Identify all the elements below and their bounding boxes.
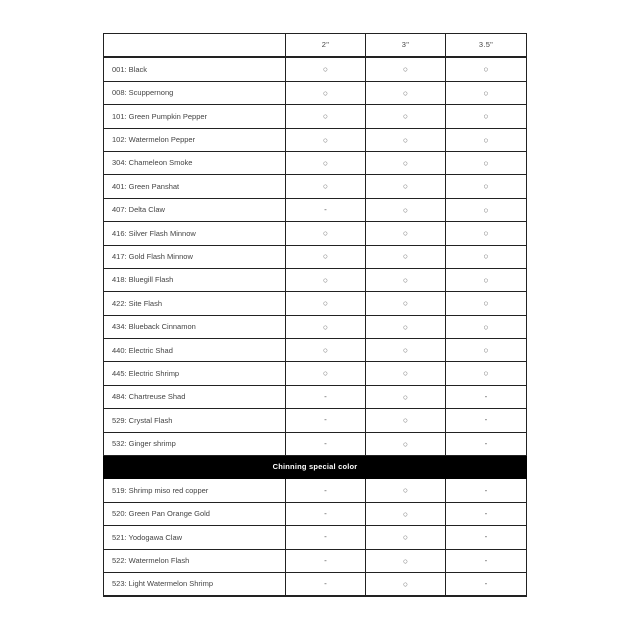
availability-cell: ○ xyxy=(366,222,446,245)
color-name-cell: 521: Yodogawa Claw xyxy=(104,526,286,549)
availability-cell: ○ xyxy=(366,57,446,81)
availability-cell: ○ xyxy=(446,292,527,315)
table-row xyxy=(104,572,527,596)
availability-cell: ○ xyxy=(366,292,446,315)
availability-cell: - xyxy=(446,502,527,525)
availability-cell: ○ xyxy=(366,432,446,455)
availability-cell: - xyxy=(286,502,366,525)
table-row xyxy=(104,432,527,455)
table-row xyxy=(104,315,527,338)
availability-cell: ○ xyxy=(366,81,446,104)
availability-cell: - xyxy=(286,409,366,432)
availability-cell: ○ xyxy=(286,175,366,198)
table-row xyxy=(104,268,527,291)
availability-cell: ○ xyxy=(366,268,446,291)
table-row xyxy=(104,385,527,408)
availability-cell: ○ xyxy=(286,81,366,104)
table-row xyxy=(104,502,527,525)
color-name-cell: 304: Chameleon Smoke xyxy=(104,151,286,174)
size-header-3-5in: 3.5" xyxy=(446,34,527,58)
table-row xyxy=(104,175,527,198)
availability-cell: - xyxy=(446,479,527,502)
availability-cell: ○ xyxy=(286,151,366,174)
availability-cell: ○ xyxy=(366,128,446,151)
table-row xyxy=(104,151,527,174)
availability-cell: ○ xyxy=(446,339,527,362)
availability-cell: ○ xyxy=(366,198,446,221)
table-row xyxy=(104,292,527,315)
availability-cell: ○ xyxy=(286,57,366,81)
availability-cell: ○ xyxy=(366,175,446,198)
availability-cell: ○ xyxy=(446,222,527,245)
table-row xyxy=(104,339,527,362)
availability-cell: ○ xyxy=(286,222,366,245)
size-header-2in: 2" xyxy=(286,34,366,58)
availability-cell: - xyxy=(286,432,366,455)
table-row xyxy=(104,198,527,221)
color-name-cell: 484: Chartreuse Shad xyxy=(104,385,286,408)
availability-cell: ○ xyxy=(286,339,366,362)
color-name-cell: 401: Green Panshat xyxy=(104,175,286,198)
availability-cell: ○ xyxy=(286,315,366,338)
color-name-cell: 519: Shrimp miso red copper xyxy=(104,479,286,502)
color-name-cell: 416: Silver Flash Minnow xyxy=(104,222,286,245)
availability-cell: - xyxy=(446,409,527,432)
availability-cell: - xyxy=(286,572,366,596)
availability-cell: ○ xyxy=(446,57,527,81)
availability-cell: ○ xyxy=(446,81,527,104)
availability-cell: - xyxy=(446,572,527,596)
availability-cell: ○ xyxy=(366,549,446,572)
availability-cell: ○ xyxy=(366,362,446,385)
color-name-cell: 417: Gold Flash Minnow xyxy=(104,245,286,268)
availability-cell: ○ xyxy=(286,268,366,291)
table-row xyxy=(104,222,527,245)
table-row xyxy=(104,128,527,151)
color-name-cell: 529: Crystal Flash xyxy=(104,409,286,432)
availability-cell: - xyxy=(446,385,527,408)
color-name-cell: 532: Ginger shrimp xyxy=(104,432,286,455)
availability-cell: ○ xyxy=(446,362,527,385)
table-row xyxy=(104,245,527,268)
availability-cell: ○ xyxy=(366,526,446,549)
color-name-cell: 422: Site Flash xyxy=(104,292,286,315)
availability-cell: ○ xyxy=(366,315,446,338)
color-name-cell: 101: Green Pumpkin Pepper xyxy=(104,105,286,128)
availability-cell: - xyxy=(446,432,527,455)
color-name-cell: 001: Black xyxy=(104,57,286,81)
availability-cell: - xyxy=(286,549,366,572)
availability-table xyxy=(103,33,527,597)
table-row xyxy=(104,549,527,572)
availability-cell: ○ xyxy=(366,151,446,174)
availability-cell: ○ xyxy=(366,479,446,502)
availability-cell: ○ xyxy=(446,198,527,221)
availability-cell: - xyxy=(286,385,366,408)
color-name-cell: 520: Green Pan Orange Gold xyxy=(104,502,286,525)
availability-cell: - xyxy=(446,526,527,549)
availability-cell: ○ xyxy=(446,128,527,151)
color-name-cell: 418: Bluegill Flash xyxy=(104,268,286,291)
color-name-cell: 407: Delta Claw xyxy=(104,198,286,221)
availability-cell: - xyxy=(286,526,366,549)
availability-cell: ○ xyxy=(286,105,366,128)
availability-cell: ○ xyxy=(286,128,366,151)
color-name-cell: 523: Light Watermelon Shrimp xyxy=(104,572,286,596)
availability-cell: ○ xyxy=(446,175,527,198)
size-header-3in: 3" xyxy=(366,34,446,58)
color-name-cell: 102: Watermelon Pepper xyxy=(104,128,286,151)
table-row xyxy=(104,526,527,549)
availability-cell: - xyxy=(286,198,366,221)
availability-cell: ○ xyxy=(366,572,446,596)
color-name-cell: 440: Electric Shad xyxy=(104,339,286,362)
availability-cell: ○ xyxy=(446,245,527,268)
table-row xyxy=(104,81,527,104)
table-row xyxy=(104,409,527,432)
availability-cell: ○ xyxy=(446,315,527,338)
corner-cell xyxy=(104,34,286,58)
table-body xyxy=(104,57,527,596)
section-header-row xyxy=(104,456,527,479)
color-name-cell: 445: Electric Shrimp xyxy=(104,362,286,385)
availability-cell: - xyxy=(446,549,527,572)
color-name-cell: 522: Watermelon Flash xyxy=(104,549,286,572)
availability-cell: ○ xyxy=(366,409,446,432)
availability-cell: ○ xyxy=(366,385,446,408)
availability-cell: ○ xyxy=(446,105,527,128)
availability-cell: ○ xyxy=(366,245,446,268)
availability-cell: ○ xyxy=(286,362,366,385)
availability-cell: ○ xyxy=(366,502,446,525)
size-header-row xyxy=(104,34,527,58)
availability-cell: ○ xyxy=(366,105,446,128)
color-name-cell: 434: Blueback Cinnamon xyxy=(104,315,286,338)
table-row xyxy=(104,105,527,128)
table-row xyxy=(104,362,527,385)
color-name-cell: 008: Scuppernong xyxy=(104,81,286,104)
availability-cell: ○ xyxy=(286,245,366,268)
section-header: Chinning special color xyxy=(104,456,527,479)
availability-cell: ○ xyxy=(446,268,527,291)
table-row xyxy=(104,479,527,502)
availability-cell: ○ xyxy=(446,151,527,174)
availability-cell: ○ xyxy=(286,292,366,315)
table-row xyxy=(104,57,527,81)
availability-cell: - xyxy=(286,479,366,502)
availability-cell: ○ xyxy=(366,339,446,362)
